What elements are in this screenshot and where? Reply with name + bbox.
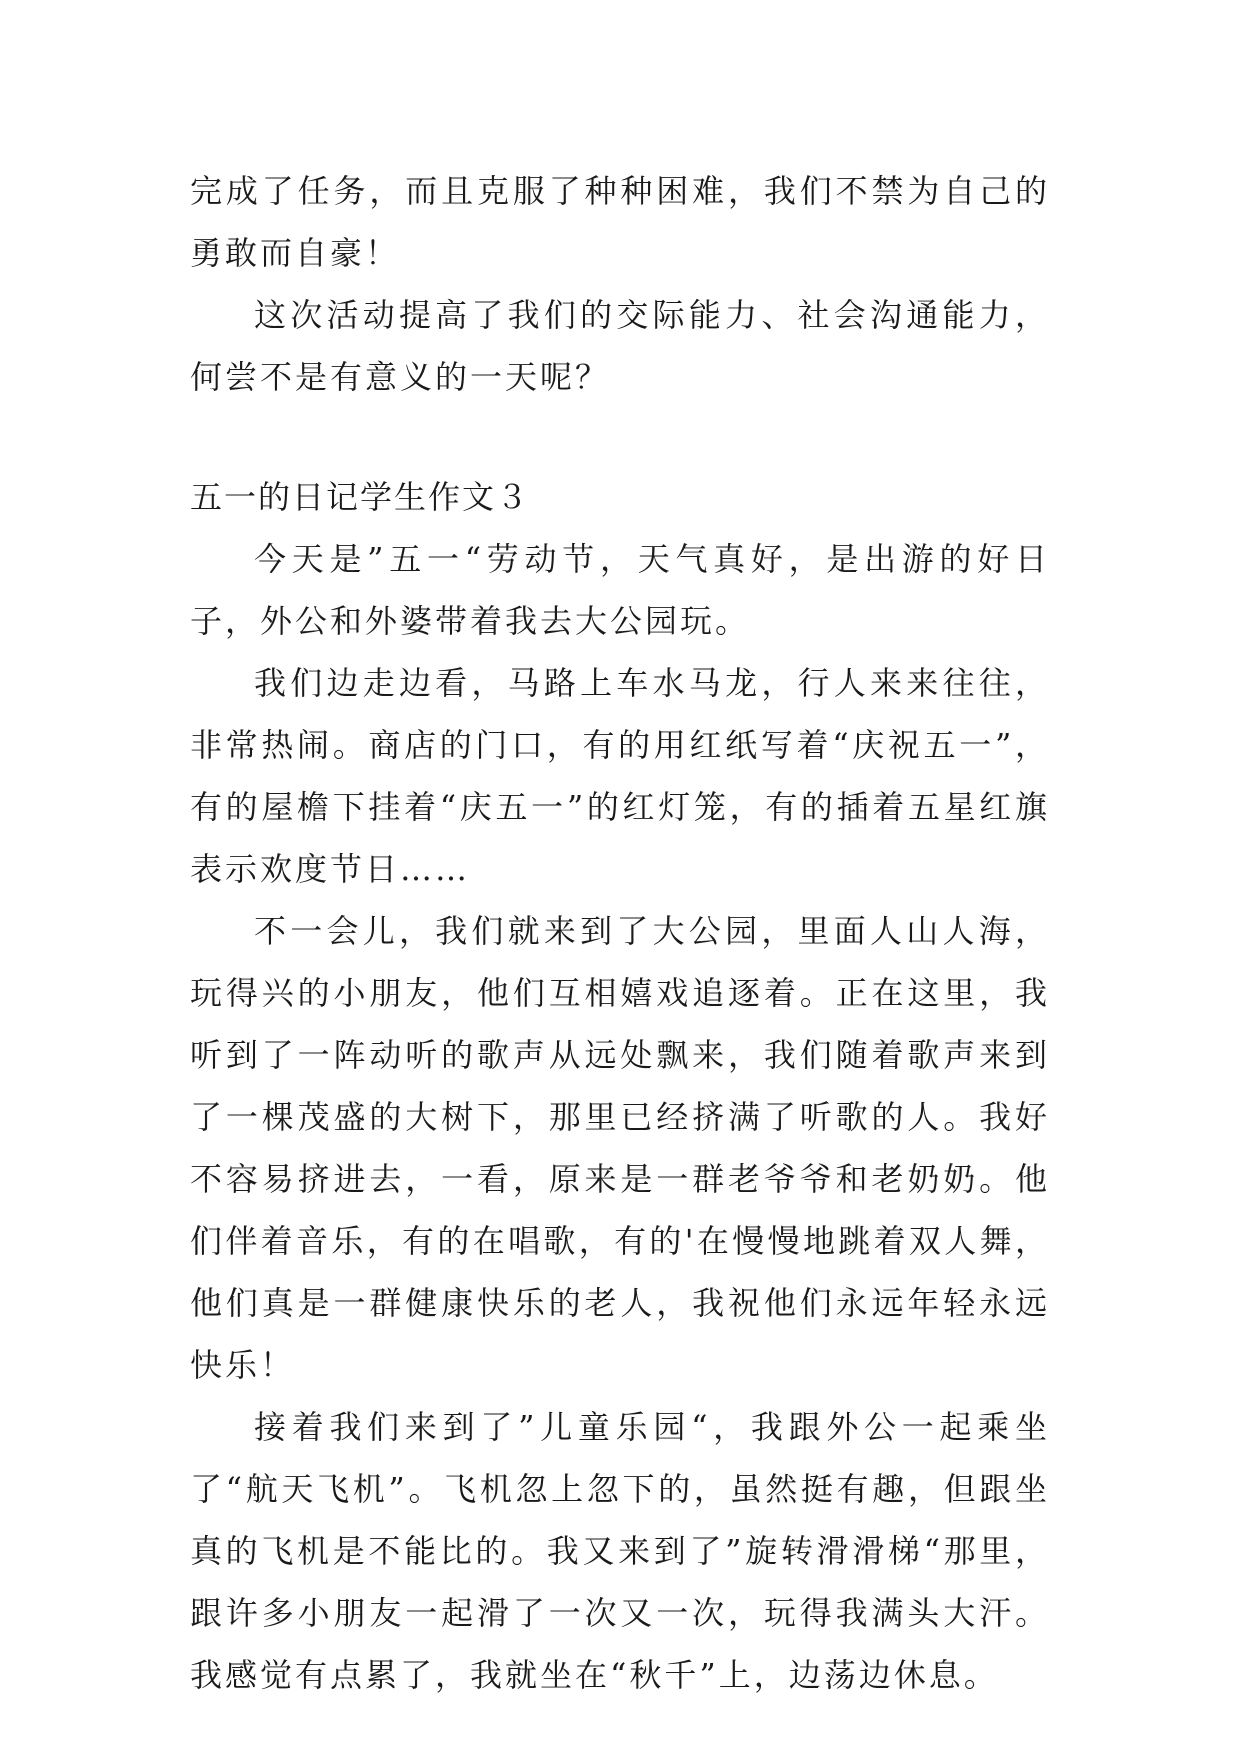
section-title: 五一的日记学生作文３ <box>190 478 531 516</box>
paragraph-conclusion: 这次活动提高了我们的交际能力、社会沟通能力，何尝不是有意义的一天呢？ <box>190 296 1050 396</box>
paragraph-street: 我们边走边看，马路上车水马龙，行人来来往往，非常热闹。商店的门口，有的用红纸写着“庆祝五一”，有的屋檐下挂着“庆五一”的红灯笼，有的插着五星红旗表示欢度节日…… <box>190 664 1050 888</box>
paragraph-playground: 接着我们来到了”儿童乐园“，我跟外公一起乘坐了“航天飞机”。飞机忽上忽下的，虽然挺有趣，但跟坐真的飞机是不能比的。我又来到了”旋转滑滑梯“那里，跟许多小朋友一起滑了一次又一次，玩得我满头大汗。我感觉有点累了，我就坐在“秋千”上，边荡边休息。 <box>190 1408 1050 1694</box>
paragraph-intro: 今天是”五一“劳动节，天气真好，是出游的好日子，外公和外婆带着我去大公园玩。 <box>190 540 1050 640</box>
paragraph-park: 不一会儿，我们就来到了大公园，里面人山人海，玩得兴的小朋友，他们互相嬉戏追逐着。正在这里，我听到了一阵动听的歌声从远处飘来，我们随着歌声来到了一棵茂盛的大树下，那里已经挤满了听歌的人。我好不容易挤进去，一看，原来是一群老爷爷和老奶奶。他们伴着音乐，有的在唱歌，有的'在慢慢地跳着双人舞，他们真是一群健康快乐的老人，我祝他们永远年轻永远快乐！ <box>190 912 1050 1384</box>
document-body <box>190 160 1050 1706</box>
paragraph-continuation: 完成了任务，而且克服了种种困难，我们不禁为自己的勇敢而自豪！ <box>190 172 1050 272</box>
